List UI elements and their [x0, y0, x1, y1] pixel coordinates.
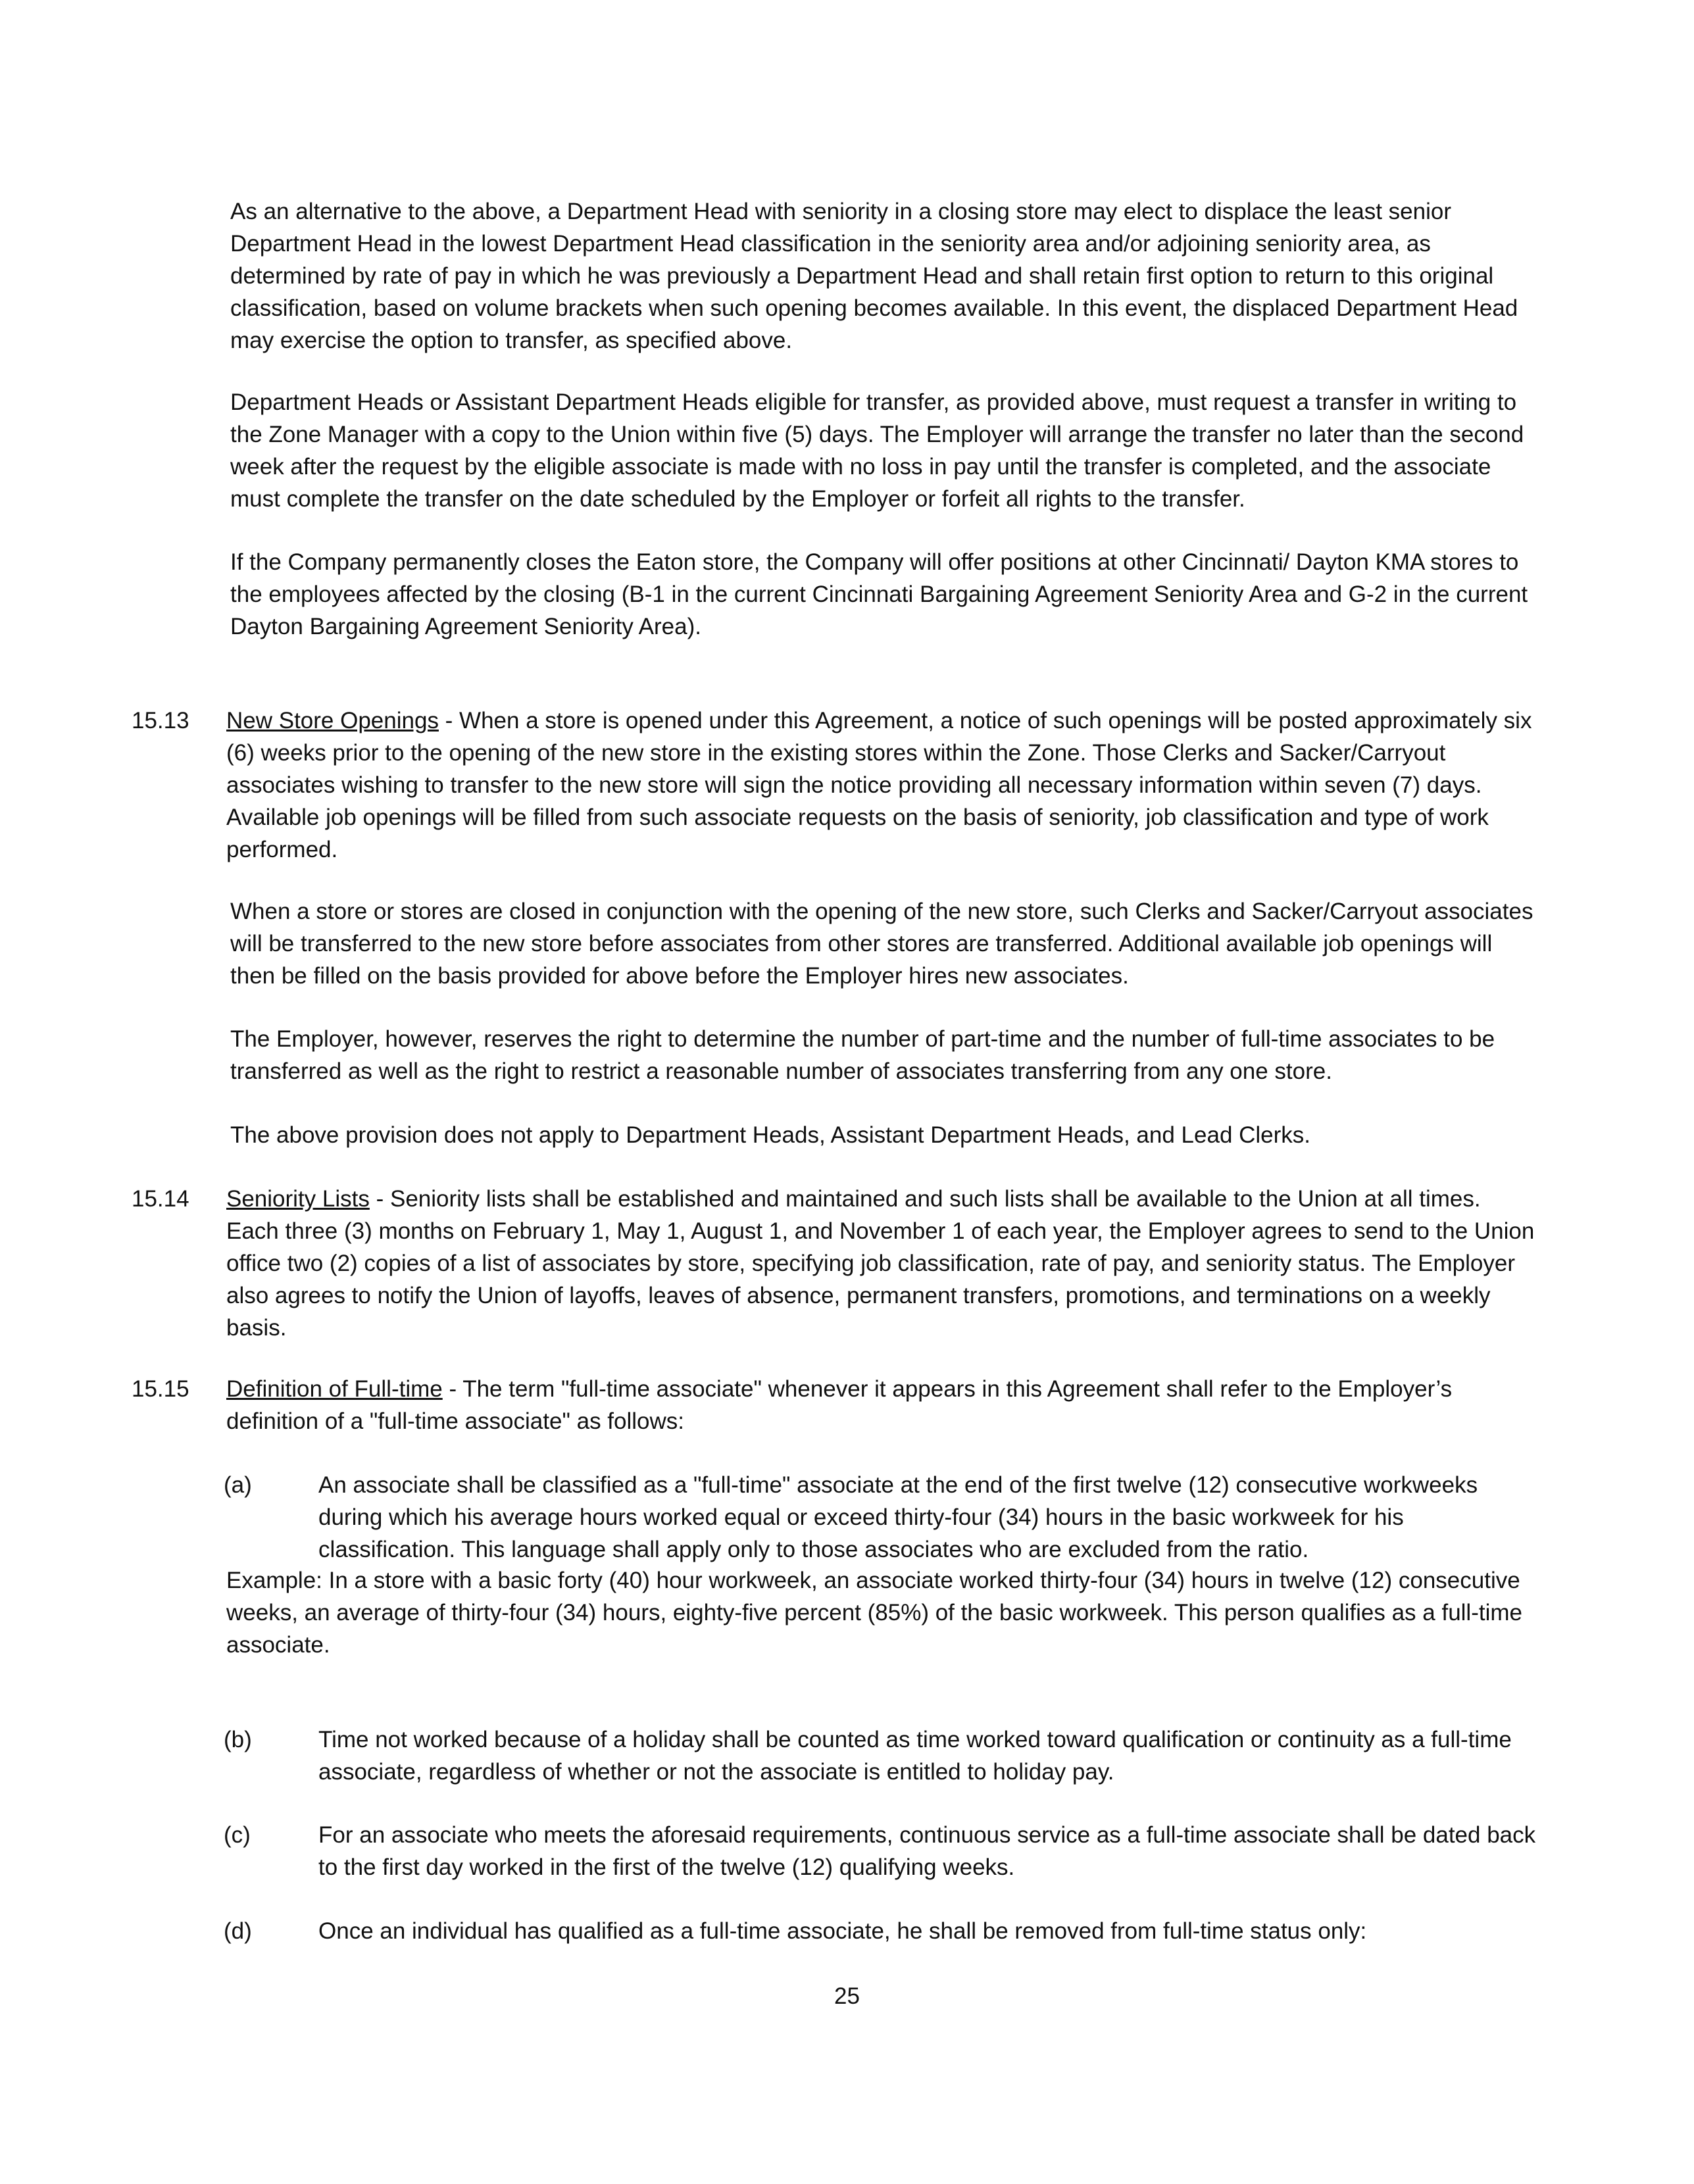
paragraph-department-head-displace: As an alternative to the above, a Department Head with seniority in a closing store may elect to displace the least senior Department Head in the lowest Department Head classification in the seniority area and/or adjoining seniority area, as determined by rate of pay in which he was previously a Department Head and shall retain first option to return to this original classification, based on volume brackets when such opening becomes available. In this event, the displaced Department Head may exercise the option to transfer, as specified above. [230, 199, 1518, 353]
section-text: - The term "full-time associate" whenever it appears in this Agreement shall refer to the Employer’s definition of a "full-time associate" as follows: [226, 1376, 1453, 1434]
paragraph-provision-exclusion: The above provision does not apply to Department Heads, Assistant Department Heads, and Lead Clerks. [230, 1122, 1311, 1148]
section-body [226, 1373, 1539, 1437]
paragraph-stores-closed-new-opening: When a store or stores are closed in conjunction with the opening of the new store, such Clerks and Sacker/Carryout associates will be transferred to the new store before associates from other stores are transferred. Additional available job openings will then be filled on the basis provided for above before the Employer hires new associates. [230, 899, 1533, 989]
section-number: 15.13 [132, 708, 189, 733]
section-heading: New Store Openings [226, 708, 439, 733]
section-heading: Definition of Full-time [226, 1376, 443, 1402]
section-number: 15.14 [132, 1186, 189, 1212]
list-item-label: (c) [224, 1822, 251, 1848]
list-item-label: (b) [224, 1727, 252, 1752]
list-item-label: (d) [224, 1918, 252, 1944]
list-item-text: An associate shall be classified as a "full-time" associate at the end of the first twelve (12) consecutive workweeks during which his average hours worked equal or exceed thirty-four (34) hours in the basic workweek for his classification. This language shall apply only to those associates who are excluded from the ratio. [318, 1472, 1478, 1562]
list-item-text: Once an individual has qualified as a full-time associate, he shall be removed from full-time status only: [318, 1918, 1367, 1944]
list-item-text: For an associate who meets the aforesaid requirements, continuous service as a full-time associate shall be dated back to the first day worked in the first of the twelve (12) qualifying weeks. [318, 1822, 1536, 1880]
section-body [226, 705, 1539, 866]
paragraph-employer-reserves-right: The Employer, however, reserves the right to determine the number of part-time and the number of full-time associates to be transferred as well as the right to restrict a reasonable number of associates transferring from any one store. [230, 1026, 1495, 1084]
page-number: 25 [834, 1983, 860, 2009]
section-text: - When a store is opened under this Agreement, a notice of such openings will be posted approximately six (6) weeks prior to the opening of the new store in the existing stores within the Zone. Those Clerks and Sacker/Carryout associates wishing to transfer to the new store will sign the notice providing all necessary information within seven (7) days. Available job openings will be filled from such associate requests on the basis of seniority, job classification and type of work performed. [226, 708, 1532, 862]
paragraph-example: Example: In a store with a basic forty (40) hour workweek, an associate worked thirty-four (34) hours in twelve (12) consecutive weeks, an average of thirty-four (34) hours, eighty-five percent (85%) of the basic workweek. This person qualifies as a full-time associate. [226, 1568, 1522, 1658]
paragraph-eaton-store-closing: If the Company permanently closes the Eaton store, the Company will offer positions at other Cincinnati/ Dayton KMA stores to the employees affected by the closing (B-1 in the current Cincinnati Bargaining Agreement Seniority Area and G-2 in the current Dayton Bargaining Agreement Seniority Area). [230, 549, 1528, 639]
paragraph-transfer-request: Department Heads or Assistant Department Heads eligible for transfer, as provided above, must request a transfer in writing to the Zone Manager with a copy to the Union within five (5) days. The Employer will arrange the transfer no later than the second week after the request by the eligible associate is made with no loss in pay until the transfer is completed, and the associate must complete the transfer on the date scheduled by the Employer or forfeit all rights to the transfer. [230, 389, 1524, 512]
list-item-label: (a) [224, 1472, 252, 1498]
section-number: 15.15 [132, 1376, 189, 1402]
section-heading: Seniority Lists [226, 1186, 370, 1212]
list-item-text: Time not worked because of a holiday shall be counted as time worked toward qualification or continuity as a full-time associate, regardless of whether or not the associate is entitled to holiday pay. [318, 1727, 1512, 1785]
section-body [226, 1183, 1539, 1344]
section-text: - Seniority lists shall be established and maintained and such lists shall be available to the Union at all times. Each three (3) months on February 1, May 1, August 1, and November 1 of each year, the Employer agrees to send to the Union office two (2) copies of a list of associates by store, specifying job classification, rate of pay, and seniority status. The Employer also agrees to notify the Union of layoffs, leaves of absence, permanent transfers, promotions, and terminations on a weekly basis. [226, 1186, 1535, 1341]
